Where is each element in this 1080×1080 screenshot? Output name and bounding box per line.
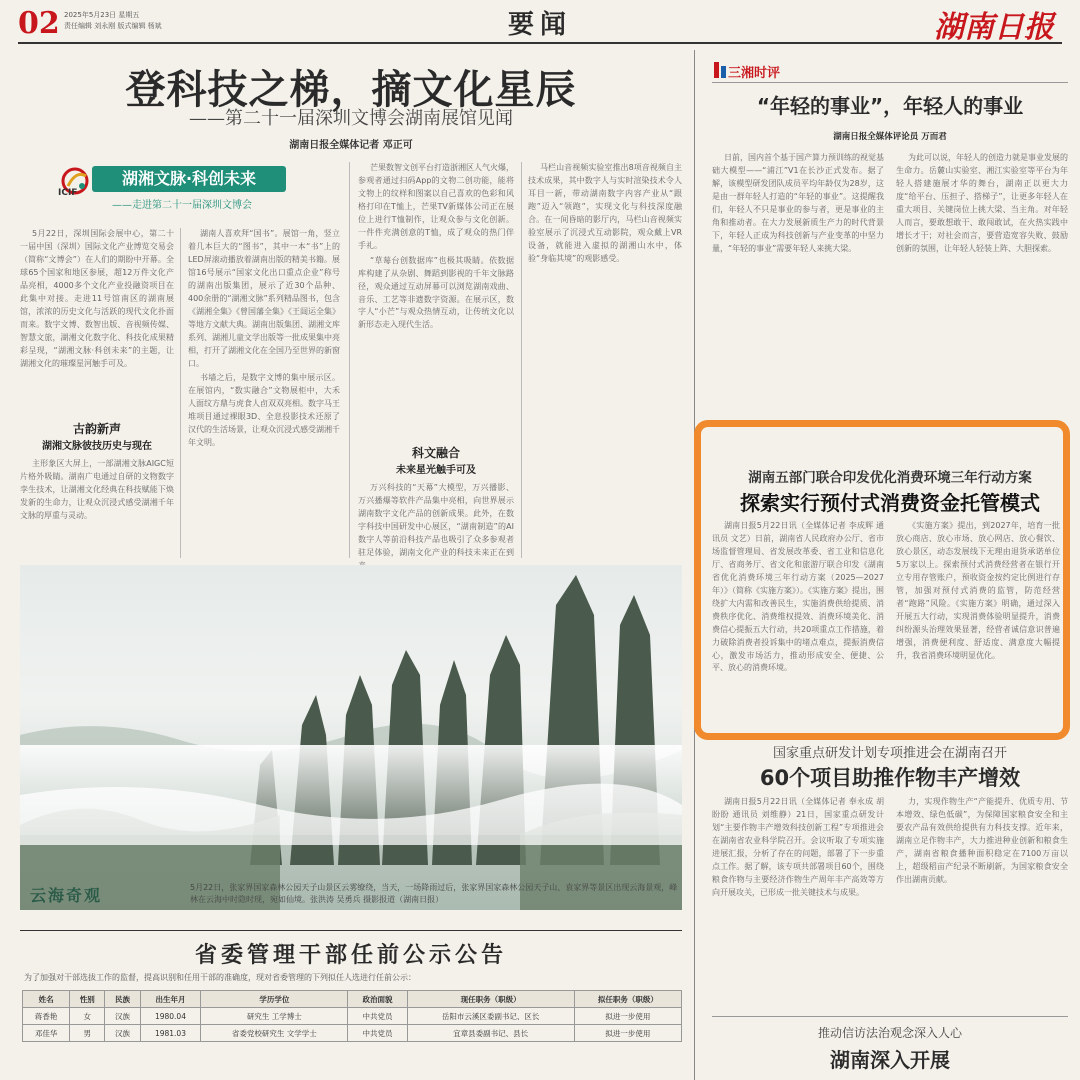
date-box [64, 10, 254, 31]
third-kicker: 推动信访法治观念深入人心 [817, 1026, 962, 1040]
col-header: 姓名 [23, 991, 70, 1008]
opinion-paragraph: 为此可以说，年轻人的创造力就是事业发展的生命力。岳麓山实验室、湘江实验室等平台为年轻人搭建施展才华的舞台，湖南正以更大力度“给平台、压担子、搭梯子”，让更多年轻人在重大项目、关键岗位上挑大梁、当主角。对年轻人而言，要敢想敢干、敢闯敢试，在火热实践中增长才干；对社会而言，要营造宽容失败、鼓励创新的氛围，让年轻人轻装上阵、大胆探索。 [896, 153, 1068, 253]
table-cell: 中共党员 [348, 1025, 407, 1042]
opinion-byline: 湖南日报全媒体评论员 万而君 [833, 132, 947, 142]
table-cell: 女 [70, 1008, 105, 1025]
icf-logo-text: ICIF [58, 188, 78, 198]
subtitle-b-line2: 未来星光触手可及 [396, 465, 476, 476]
second-column-2 [896, 796, 1068, 1006]
col-header: 现任职务（职级） [407, 991, 574, 1008]
featured-title: 探索实行预付式消费资金托管模式 [740, 491, 1040, 515]
featured-kicker: 湖南五部门联合印发优化消费环境三年行动方案 [748, 470, 1032, 486]
third-title: 湖南深入开展 [830, 1048, 950, 1072]
lead-column-4 [528, 162, 682, 558]
table-cell: 岳阳市云溪区委副书记、区长 [407, 1008, 574, 1025]
col-header: 性别 [70, 991, 105, 1008]
column-rule [349, 162, 350, 558]
notice-table [22, 990, 682, 1042]
lead-paragraph: 书墙之后，是数字文博的集中展示区。在展馆内，“数实融合”文物展柜中，大禾人面纹方鼎与虎食人卣双双亮相。数字马王堆项目通过裸眼3D、全息投影技术还原了汉代的生活场景，让观众沉浸式感受湖湘千年文明。 [188, 373, 340, 448]
masthead-logo: 湖南日报 [934, 10, 1054, 45]
second-paragraph: 力，实现作物生产“产能提升、优质专用、节本增效、绿色低碳”，为保障国家粮食安全和主要农产品有效供给提供有力科技支撑。近年来，湖南立足作物丰产，大力推进种业创新和粮食生产，湖南省粮食播种面积稳定在7100万亩以上，超级稻亩产纪录不断刷新，为国家粮食安全作出湖南贡献。 [896, 797, 1068, 884]
date-line: 2025年5月23日 星期五 [64, 11, 140, 19]
lead-column-3 [358, 162, 514, 432]
series-banner-subtitle: ——走进第二十一届深圳文博会 [112, 200, 252, 211]
second-title: 60个项目助推作物丰产增效 [759, 766, 1021, 790]
photo-caption: 5月22日，张家界国家森林公园天子山景区云雾缭绕，当天，一场降雨过后，张家界国家森林公园天子山、袁家界等景区出现云海景观，峰林在云海中时隐时现，宛如仙境。张洪涛 吴勇兵 摄影报道（湖南日报） [190, 883, 678, 904]
landscape-photo [20, 565, 682, 910]
subtitle-block-b [358, 444, 514, 476]
table-row [23, 1025, 682, 1042]
col-header: 学历学位 [201, 991, 348, 1008]
table-cell: 中共党员 [348, 1008, 407, 1025]
table-cell: 研究生 工学博士 [201, 1008, 348, 1025]
lead-paragraph: 主形象区大屏上，一部湖湘文脉AIGC短片格外吸睛。湖南广电通过自研的文物数字孪生技术，让湖湘文化经典在科技赋能下焕发新的生命力，让观众沉浸式感受湖湘千年文脉的厚重与灵动。 [20, 459, 174, 520]
lead-paragraph: “草莓台创数据库”也极其吸睛。依数据库构建了从杂剧、舞蹈到影视的千年文脉路径，观众通过互动屏幕可以浏览湖南戏曲、音乐、工艺等非遗数字资源。在展示区，数字人“小芒”与观众热情互动，让传统文化以新形态走入现代生活。 [358, 255, 514, 330]
col-header: 民族 [105, 991, 140, 1008]
subtitle-b: 科文融合 [411, 446, 460, 460]
lead-paragraph: 湖南人喜欢拜“国书”。展馆一角，竖立着几本巨大的“图书”，其中一本“书”上的LED屏滚动播放着湖南出版的精美书籍。展馆16号展示“国家文化出口重点企业”称号的湖南出版集团，展示了近30个品种、400余册的“湖湘文脉”系列精品图书，包含《湖湘全集》《曾国藩全集》《王闿运全集》等地方文献大典。湖南出版集团、湖湘文库系列、湖湘儿童文学出版等一批成果集中亮相，打开了湖湘文化在全国乃至世界的新窗口。 [188, 229, 340, 368]
table-cell: 拟进一步使用 [574, 1025, 681, 1042]
featured-paragraph: 《实施方案》提出，到2027年，培育一批放心商店、放心市场、放心网店、放心餐饮、放心景区，动态发展线下无理由退货承诺单位5万家以上。探索预付式消费经营者在银行开立专用存管账户，预收资金按约定比例进行存管，加强对预付式消费的监管，防范经营者“跑路”风险。《实施方案》明确，通过深入开展五大行动，实现消费体验明显提升，消费纠纷源头治理效果显著，经营者诚信意识普遍增强，消费便利度、舒适度、满意度大幅提升，我省消费环境明显优化。 [896, 521, 1060, 660]
subtitle-a: 古韵新声 [72, 422, 121, 436]
opinion-column-1 [712, 152, 884, 418]
notice-table-header [23, 991, 682, 1008]
header-rule [18, 42, 1062, 44]
col-header: 拟任职务（职级） [574, 991, 681, 1008]
lead-column-1 [20, 228, 174, 420]
table-cell: 1981.03 [140, 1025, 201, 1042]
page-number: 02 [18, 6, 60, 41]
subtitle-a-line2: 湖湘文脉彼技历史与现在 [42, 441, 152, 452]
table-cell: 邓佳华 [23, 1025, 70, 1042]
lead-paragraph: 马栏山音视频实验室推出8项音视频自主技术成果，其中数字人与实时渲染技术令人耳目一新，带动湖南数字内容产业从“跟跑”迈入“领跑”，实现文化与科技深度融合。在一间昏暗的影厅内，马栏山音视频实验室展示了沉浸式互动影院，观众戴上VR设备，就能进入虚拟的湖湘山水中，体验“身临其境”的观影感受。 [528, 163, 682, 263]
table-cell: 1980.04 [140, 1008, 201, 1025]
second-column-1 [712, 796, 884, 1006]
opinion-rule [712, 82, 1068, 83]
featured-column-1 [712, 520, 884, 730]
opinion-title: “年轻的事业”，年轻人的事业 [756, 94, 1024, 118]
opinion-column-2 [896, 152, 1068, 418]
notice-title: 省委管理干部任前公示公告 [194, 943, 507, 968]
lead-subheadline: ——第二十一届深圳文博会湖南展馆见闻 [189, 108, 513, 129]
col-header: 政治面貌 [348, 991, 407, 1008]
lead-column-3b [358, 482, 514, 558]
table-cell: 汉族 [105, 1008, 140, 1025]
series-banner-title: 湖湘文脉·科创未来 [92, 166, 286, 192]
lead-column-1b [20, 458, 174, 558]
notice-rule [20, 930, 682, 931]
table-cell: 汉族 [105, 1025, 140, 1042]
opinion-column-logo: 三湘时评 [728, 66, 781, 81]
lead-headline: 登科技之梯，摘文化星辰 [125, 67, 577, 113]
section-title: 要闻 [507, 10, 572, 40]
story-rule [712, 1016, 1068, 1017]
table-row [23, 1008, 682, 1025]
second-paragraph: 湖南日报5月22日讯（全媒体记者 奉永成 胡盼盼 通讯员 刘维静）21日，国家重点研发计划“主要作物丰产增效科技创新工程”专项推进会在湖南省农业科学院召开。会议听取了专项实施进展汇报，分析了存在的问题，部署了下一步重点工作。据了解，该专项共部署项目60个，围绕粮食作物与主要经济作物生产周年丰产高效等方向开展攻关，已形成一批关键技术与成果。 [712, 797, 884, 897]
table-cell: 拟进一步使用 [574, 1008, 681, 1025]
editors-line: 责任编辑 刘永刚 版式编辑 杨斌 [64, 21, 162, 30]
opinion-paragraph: 日前，国内首个基于国产算力预训练的视觉基础大模型——“浦江”V1在长沙正式发布。据了解，该模型研发团队成员平均年龄仅为28岁，这是由一群年轻人打造的“年轻的事业”。这提醒我们，年轻人不只是事业的参与者，更是事业的主角和推动者。在大力发展新质生产力的时代背景下，年轻人正成为科技创新与产业变革的中坚力量，“年轻的事业”需要年轻人来挑大梁。 [712, 153, 884, 253]
lead-paragraph: 万兴科技的“天幕”大模型，万兴播影、万兴播爆等软件产品集中亮相，向世界展示湖南数字文化产品的创新成果。此外，在数字科技中国研发中心展区，“湖南制造”的AI数字人等前沿科技产品也吸引了众多参观者驻足体验，湖南文化产业的科技未来正在到 [358, 483, 514, 557]
lead-paragraph: 芒果数智文创平台打造浙湘区人气火爆，参观者通过扫码App的文物二创功能，能将文物上的纹样和图案以自己喜欢的色彩和风格打印在T恤上，芒果TV新媒体公司正在展位上进行T恤制作，让观众参与文化创新。一件件充满创意的T恤，成了观众的热门伴手礼。 [358, 163, 514, 250]
second-kicker: 国家重点研发计划专项推进会在湖南召开 [772, 746, 1007, 761]
table-cell: 男 [70, 1025, 105, 1042]
column-rule [180, 228, 181, 558]
photo-label: 云海奇观 [30, 886, 103, 905]
col-header: 出生年月 [140, 991, 201, 1008]
table-cell: 宜章县委副书记、县长 [407, 1025, 574, 1042]
table-cell: 蒋香艳 [23, 1008, 70, 1025]
featured-column-2 [896, 520, 1060, 730]
column-rule [521, 162, 522, 558]
lead-paragraph: 5月22日，深圳国际会展中心，第二十一届中国（深圳）国际文化产业博览交易会（简称“文博会”）在人们的期盼中开幕。全球65个国家和地区参展，超12万件文化产品亮相，4000多个文化产业投融资项目在此集中对接。走进11号馆南区的湖南展馆，浓浓的历史文化与活跃的现代文化扑面而来。数字文博、数智出版、音视频传媒、智慧文旅，湖湘文化数字化、科技化成果精彩呈现，“湖湘文脉·科创未来”的主题，让湖湘文化的璀璨星河触手可及。 [20, 229, 174, 368]
table-cell: 省委党校研究生 文学学士 [201, 1025, 348, 1042]
notice-intro: 为了加强对干部选拔工作的监督，提高识别和任用干部的准确度，现对省委管理的下列拟任人选进行任前公示： [24, 973, 416, 982]
lead-column-2 [188, 228, 340, 560]
lead-byline: 湖南日报全媒体记者 邓正可 [289, 140, 413, 151]
featured-paragraph: 湖南日报5月22日讯（全媒体记者 李成辉 通讯员 文艺）日前，湖南省人民政府办公厅、省市场监督管理局、省发展改革委、省工业和信息化厅、省商务厅、省文化和旅游厅联合印发《湖南省优化消费环境三年行动方案（2025—2027年）》（简称《实施方案》）。《实施方案》提出，围绕扩大内需和改善民生，实施消费供给提质、消费秩序优化、消费维权提效、消费环境美化、消费信心提振五大行动，共20项重点工作措施，着力破除消费者投诉集中的堵点难点，提振消费信心，激发市场活力，推动形成安全、便捷、公平、放心的消费环境。 [712, 521, 884, 673]
subtitle-block-a [20, 420, 174, 452]
